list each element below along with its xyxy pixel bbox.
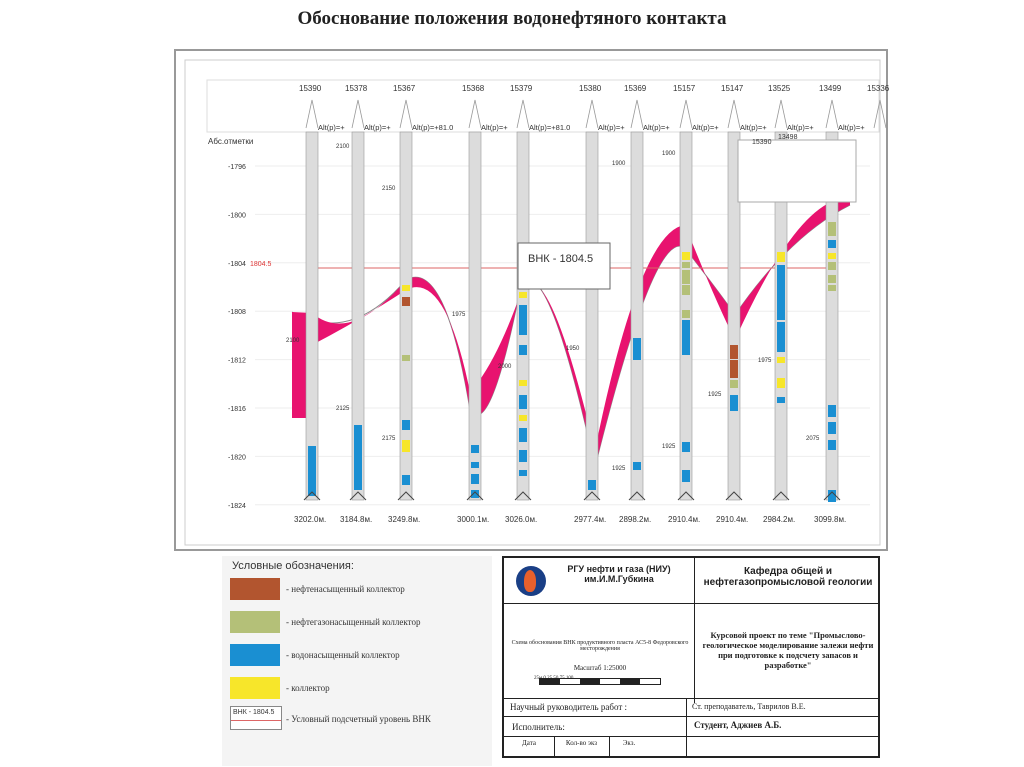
well-interval (730, 360, 738, 378)
well-interval (471, 445, 479, 453)
well-interval (402, 420, 410, 430)
well-interval (682, 262, 690, 268)
well-bottom-depth: 3026.0м. (505, 515, 538, 524)
inset-label-1: 15390 (752, 139, 772, 146)
legend-oil-label: - нефтенасыщенный коллектор (286, 584, 405, 594)
depth-label: 1975 (758, 358, 772, 364)
y-tick-label: -1812 (228, 357, 246, 365)
depth-label: 1925 (612, 466, 626, 472)
well-interval (828, 285, 836, 291)
depth-label: 1925 (708, 392, 722, 398)
well-bottom-depth: 2977.4м. (574, 515, 607, 524)
well-interval (519, 305, 527, 335)
well-bottom-depth: 2984.2м. (763, 515, 796, 524)
well-altitude: Alt(p)=+ (481, 123, 508, 132)
well-name: 15367 (393, 84, 416, 93)
well-altitude: Alt(p)=+ (643, 123, 670, 132)
vnk-value-label: 1804.5 (250, 261, 272, 268)
well-interval (682, 442, 690, 452)
well-interval (588, 480, 596, 490)
title-block (502, 556, 880, 758)
well-interval (682, 252, 690, 260)
well-interval (402, 297, 410, 306)
y-tick-label: -1804 (228, 260, 246, 268)
well-interval (682, 285, 690, 295)
legend-water-swatch (230, 644, 280, 666)
well-interval (730, 345, 738, 359)
inset-box (738, 140, 856, 202)
legend (222, 556, 492, 766)
well-interval (308, 446, 316, 496)
well-interval (828, 440, 836, 450)
axis-label: Абс.отметки (208, 137, 254, 146)
well-interval (777, 265, 785, 320)
supervisor-label: Научный руководитель работ : (510, 702, 628, 712)
well-interval (471, 474, 479, 484)
well-name: 15336 (867, 84, 890, 93)
well-interval (519, 450, 527, 462)
well-altitude: Alt(p)=+81.0 (529, 123, 571, 132)
well-bottom-depth: 3249.8м. (388, 515, 421, 524)
well-altitude: Alt(p)=+ (692, 123, 719, 132)
well-interval (777, 252, 785, 262)
depth-label: 1950 (566, 346, 580, 352)
well-interval (519, 395, 527, 409)
well-column (631, 132, 643, 500)
well-interval (828, 262, 836, 270)
legend-oil-swatch (230, 578, 280, 600)
legend-oilgas-swatch (230, 611, 280, 633)
depth-label: 1925 (662, 444, 676, 450)
y-tick-label: -1816 (228, 406, 246, 413)
depth-label: 2100 (286, 338, 300, 344)
well-altitude: Alt(p)=+81.0 (412, 123, 454, 132)
well-interval (828, 240, 836, 248)
y-tick-label: -1808 (228, 309, 246, 317)
well-interval (402, 440, 410, 452)
well-interval (828, 275, 836, 283)
well-altitude: Alt(p)=+ (740, 123, 767, 132)
well-bottom-depth: 3202.0м. (294, 515, 327, 524)
well-interval (519, 428, 527, 442)
legend-vnk-label: - Условный подсчетный уровень ВНК (286, 714, 431, 724)
y-tick-label: -1800 (228, 212, 246, 220)
well-name: 15147 (721, 84, 744, 93)
well-altitude: Alt(p)=+ (364, 123, 391, 132)
page-title: Обоснование положения водонефтяного контакта (297, 8, 727, 29)
drawing-title: Схема обоснования ВНК продуктивного пласта АС5-8 Федоровского месторождения (511, 640, 689, 652)
well-altitude: Alt(p)=+ (318, 123, 345, 132)
depth-label: 1900 (662, 151, 676, 157)
well-interval (633, 462, 641, 470)
y-tick-label: -1820 (228, 454, 246, 462)
well-name: 15157 (673, 84, 696, 93)
well-interval (471, 490, 479, 498)
well-interval (519, 292, 527, 298)
depth-label: 2100 (336, 144, 350, 150)
legend-vnk-swatch (230, 706, 282, 730)
university-name: РГУ нефти и газа (НИУ) им.И.М.Губкина (567, 564, 671, 584)
performer-label: Исполнитель: (512, 722, 565, 732)
well-name: 15379 (510, 84, 533, 93)
inset-label-2: 13498 (778, 134, 798, 141)
well-bottom-depth: 3184.8м. (340, 515, 373, 524)
well-name: 13525 (768, 84, 791, 93)
well-altitude: Alt(p)=+ (787, 123, 814, 132)
legend-water-label: - водонасыщенный коллектор (286, 650, 400, 660)
student-name: Студент, Аджиев А.Б. (694, 720, 782, 730)
depth-label: 2000 (498, 364, 512, 370)
depth-label: 2075 (806, 436, 820, 442)
y-tick-label: -1824 (228, 502, 246, 510)
well-interval (519, 470, 527, 476)
col-date: Дата (522, 739, 536, 747)
well-interval (777, 378, 785, 388)
well-interval (402, 475, 410, 485)
well-interval (682, 320, 690, 355)
well-bottom-depth: 2910.4м. (668, 515, 701, 524)
well-interval (402, 285, 410, 291)
scale-marks: 25м 0 25 50 75 100 (534, 676, 574, 681)
legend-collector-label: - коллектор (286, 683, 330, 693)
well-interval (730, 380, 738, 388)
well-bottom-depth: 2898.2м. (619, 515, 652, 524)
well-bottom-depth: 3000.1м. (457, 515, 490, 524)
well-altitude: Alt(p)=+ (838, 123, 865, 132)
y-tick-label: -1796 (228, 164, 246, 171)
vnk-callout (518, 243, 610, 289)
well-interval (633, 338, 641, 360)
well-interval (777, 397, 785, 403)
well-interval (519, 345, 527, 355)
well-interval (682, 310, 690, 318)
project-title: Курсовой проект по теме "Промыслово-геологическое моделирование залежи нефти при подготовке к подсчету запасов и разработке" (702, 630, 874, 670)
well-bottom-depth: 3099.8м. (814, 515, 847, 524)
well-bottom-depth: 2910.4м. (716, 515, 749, 524)
depth-label: 2125 (336, 406, 350, 412)
depth-label: 1900 (612, 161, 626, 167)
col-count: Кол-во экз (565, 739, 598, 747)
university-logo (516, 566, 546, 596)
legend-collector-swatch (230, 677, 280, 699)
well-interval (828, 253, 836, 259)
well-interval (354, 425, 362, 490)
legend-oilgas-label: - нефтегазонасыщенный коллектор (286, 617, 421, 627)
well-interval (471, 462, 479, 468)
well-column (586, 132, 598, 500)
well-interval (682, 470, 690, 482)
well-name: 13499 (819, 84, 842, 93)
depth-label: 2150 (382, 186, 396, 192)
well-interval (682, 270, 690, 284)
well-interval (519, 380, 527, 386)
well-interval (777, 357, 785, 363)
legend-title: Условные обозначения: (232, 560, 354, 572)
well-name: 15390 (299, 84, 322, 93)
well-name: 15378 (345, 84, 368, 93)
well-column (306, 132, 318, 500)
well-interval (730, 395, 738, 411)
well-interval (777, 322, 785, 352)
depth-label: 2175 (382, 436, 396, 442)
well-altitude: Alt(p)=+ (598, 123, 625, 132)
well-name: 15380 (579, 84, 602, 93)
well-interval (828, 405, 836, 417)
well-name: 15368 (462, 84, 485, 93)
col-copy: Экз. (622, 739, 636, 747)
depth-label: 1975 (452, 312, 466, 318)
department-name: Кафедра общей и нефтегазопромысловой геологии (703, 566, 873, 588)
supervisor-name: Ст. преподаватель, Таврилов В.Е. (692, 702, 806, 711)
well-name: 15369 (624, 84, 647, 93)
vnk-callout-label: ВНК - 1804.5 (528, 253, 594, 265)
drawing-scale: Масштаб 1:25000 (573, 664, 627, 672)
well-interval (519, 415, 527, 421)
well-interval (402, 355, 410, 361)
legend-vnk-box-text: ВНК - 1804.5 (233, 709, 275, 716)
well-column (469, 132, 481, 500)
well-interval (828, 422, 836, 434)
well-interval (828, 222, 836, 236)
